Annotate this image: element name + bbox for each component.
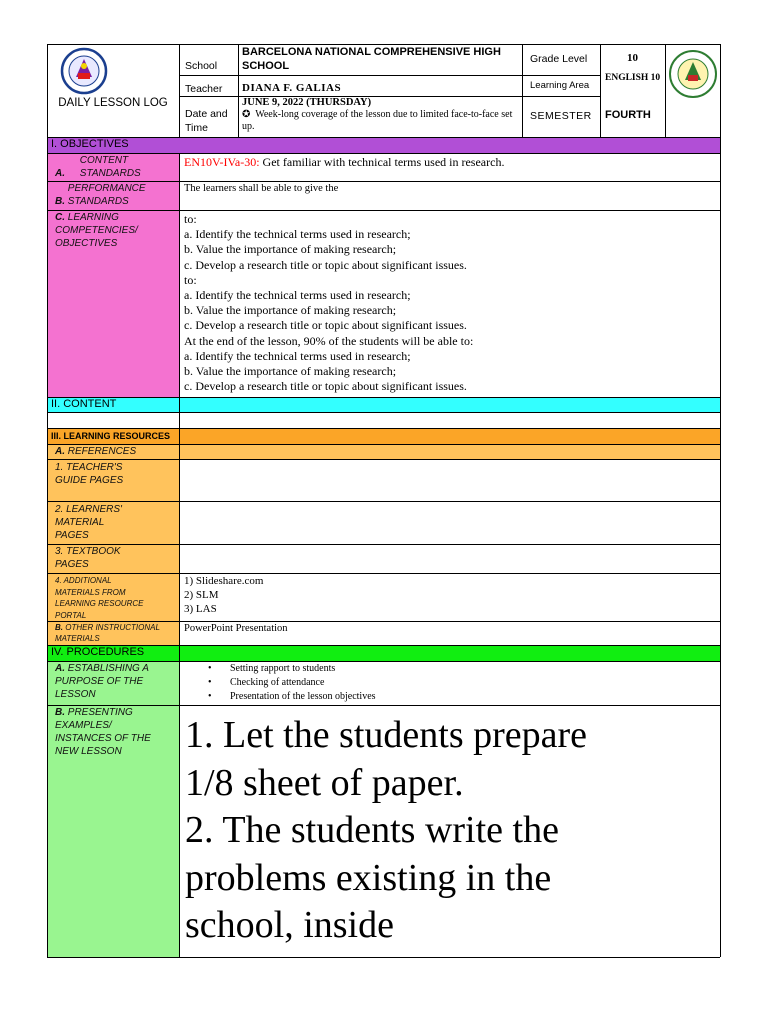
procedures-heading-bar <box>47 645 720 661</box>
competency-line: to: <box>184 272 197 287</box>
content-standards-value <box>184 155 504 170</box>
date-note <box>242 109 518 133</box>
semester-label: SEMESTER <box>530 110 592 122</box>
presenting-examples-body <box>185 712 715 950</box>
competency-line: to: <box>184 212 197 226</box>
additional-materials-label: 4. ADDITIONAL MATERIALS FROM LEARNING RESOURCE PORTAL <box>55 576 144 620</box>
references-letter: A. <box>55 446 65 457</box>
grade-level-label: Grade Level <box>530 53 588 65</box>
competency-line: b. Value the importance of making research; <box>184 303 397 318</box>
purpose-text: ESTABLISHING A PURPOSE OF THE LESSON <box>55 663 149 700</box>
date-value: JUNE 9, 2022 (THURSDAY) <box>242 97 372 108</box>
content-heading-bar <box>47 397 720 412</box>
purpose-letter: A. <box>55 663 65 674</box>
establishing-purpose-label <box>55 662 155 701</box>
presenting-line: problems existing in the <box>185 856 552 899</box>
teacher-value: DIANA F. GALIAS <box>242 82 342 94</box>
additional-item: 1) Slideshare.com <box>184 575 264 587</box>
additional-item: 3) LAS <box>184 603 217 615</box>
competency-line: a. Identify the technical terms used in research; <box>184 348 411 363</box>
presenting-text: PRESENTING EXAMPLES/ INSTANCES OF THE NEW LESSON <box>55 707 151 757</box>
additional-materials-list <box>184 574 263 616</box>
learners-material-label: 2. LEARNERS' MATERIAL PAGES <box>55 504 122 541</box>
other-materials-label <box>55 622 170 644</box>
school-label: School <box>185 60 218 72</box>
date-label: Date and Time <box>185 108 228 134</box>
additional-item: 2) SLM <box>184 589 219 601</box>
recycle-icon: ✪ <box>242 109 251 120</box>
learning-competencies-list <box>184 212 714 394</box>
teachers-guide-label: 1. TEACHER'S GUIDE PAGES <box>55 462 124 486</box>
date-note-text: Week-long coverage of the lesson due to limited face-to-face set up. <box>242 109 513 132</box>
references-text: REFERENCES <box>67 446 137 457</box>
competency-line: At the end of the lesson, 90% of the students will be able to: <box>184 333 474 348</box>
competency-line: a. Identify the technical terms used in research; <box>184 288 411 303</box>
content-heading: II. CONTENT <box>51 398 117 410</box>
competency-line: c. Develop a research title or topic about significant issues. <box>184 318 467 333</box>
learning-competencies-label <box>55 211 155 250</box>
competency-line: c. Develop a research title or topic about significant issues. <box>184 379 467 394</box>
other-materials-value: PowerPoint Presentation <box>184 623 288 634</box>
list-item: • Presentation of the lesson objectives <box>180 690 376 704</box>
deped-seal-logo <box>52 47 116 95</box>
learning-area-value: ENGLISH 10 <box>605 73 661 83</box>
performance-letter: B. <box>55 196 65 207</box>
presenting-letter: B. <box>55 707 65 718</box>
list-item: • Checking of attendance <box>180 676 376 690</box>
objectives-heading-bar <box>47 137 720 153</box>
procedures-heading: IV. PROCEDURES <box>51 646 145 658</box>
presenting-line: school, inside <box>185 904 394 946</box>
presenting-line: 1/8 sheet of paper. <box>185 761 464 804</box>
presenting-line: 1. Let the students prepare <box>185 714 588 756</box>
purpose-list <box>180 662 376 704</box>
content-standards-label <box>55 154 175 180</box>
references-label <box>55 445 136 458</box>
competency-line: a. Identify the technical terms used in research; <box>184 227 411 242</box>
school-value: BARCELONA NATIONAL COMPREHENSIVE HIGH SCHOOL <box>242 46 501 72</box>
learning-area-label: Learning Area <box>530 80 590 91</box>
content-standards-letter: A. <box>55 168 65 179</box>
other-text: OTHER INSTRUCTIONAL MATERIALS <box>55 623 160 643</box>
presenting-line: 2. The students write the <box>185 809 559 851</box>
competency-line: c. Develop a research title or topic about significant issues. <box>184 257 467 272</box>
performance-standards-label <box>55 182 175 208</box>
semester-value: FOURTH <box>605 109 651 121</box>
teacher-label: Teacher <box>185 83 223 95</box>
presenting-examples-label <box>55 706 170 758</box>
grade-level-value: 10 <box>627 52 638 64</box>
competency-line: b. Value the importance of making research; <box>184 364 397 379</box>
competencies-letter: C. <box>55 212 65 223</box>
objectives-heading: I. OBJECTIVES <box>51 138 129 150</box>
other-letter: B. <box>55 623 63 632</box>
competencies-text: LEARNING COMPETENCIES/ OBJECTIVES <box>55 212 138 249</box>
performance-text: PERFORMANCE STANDARDS <box>67 183 146 207</box>
content-code: EN10V-IVa-30: <box>184 155 260 169</box>
content-text: Get familiar with technical terms used in research. <box>262 155 505 169</box>
resources-heading: III. LEARNING RESOURCES <box>51 431 171 441</box>
references-bar <box>47 444 720 459</box>
content-standards-text: CONTENT STANDARDS <box>79 155 141 179</box>
school-seal-logo <box>668 49 718 99</box>
daily-lesson-log-title: DAILY LESSON LOG <box>58 97 168 109</box>
list-item: • Setting rapport to students <box>180 662 376 676</box>
competency-line: b. Value the importance of making research; <box>184 242 397 257</box>
textbook-label: 3. TEXTBOOK PAGES <box>55 546 121 570</box>
performance-standards-value: The learners shall be able to give the <box>184 183 339 194</box>
